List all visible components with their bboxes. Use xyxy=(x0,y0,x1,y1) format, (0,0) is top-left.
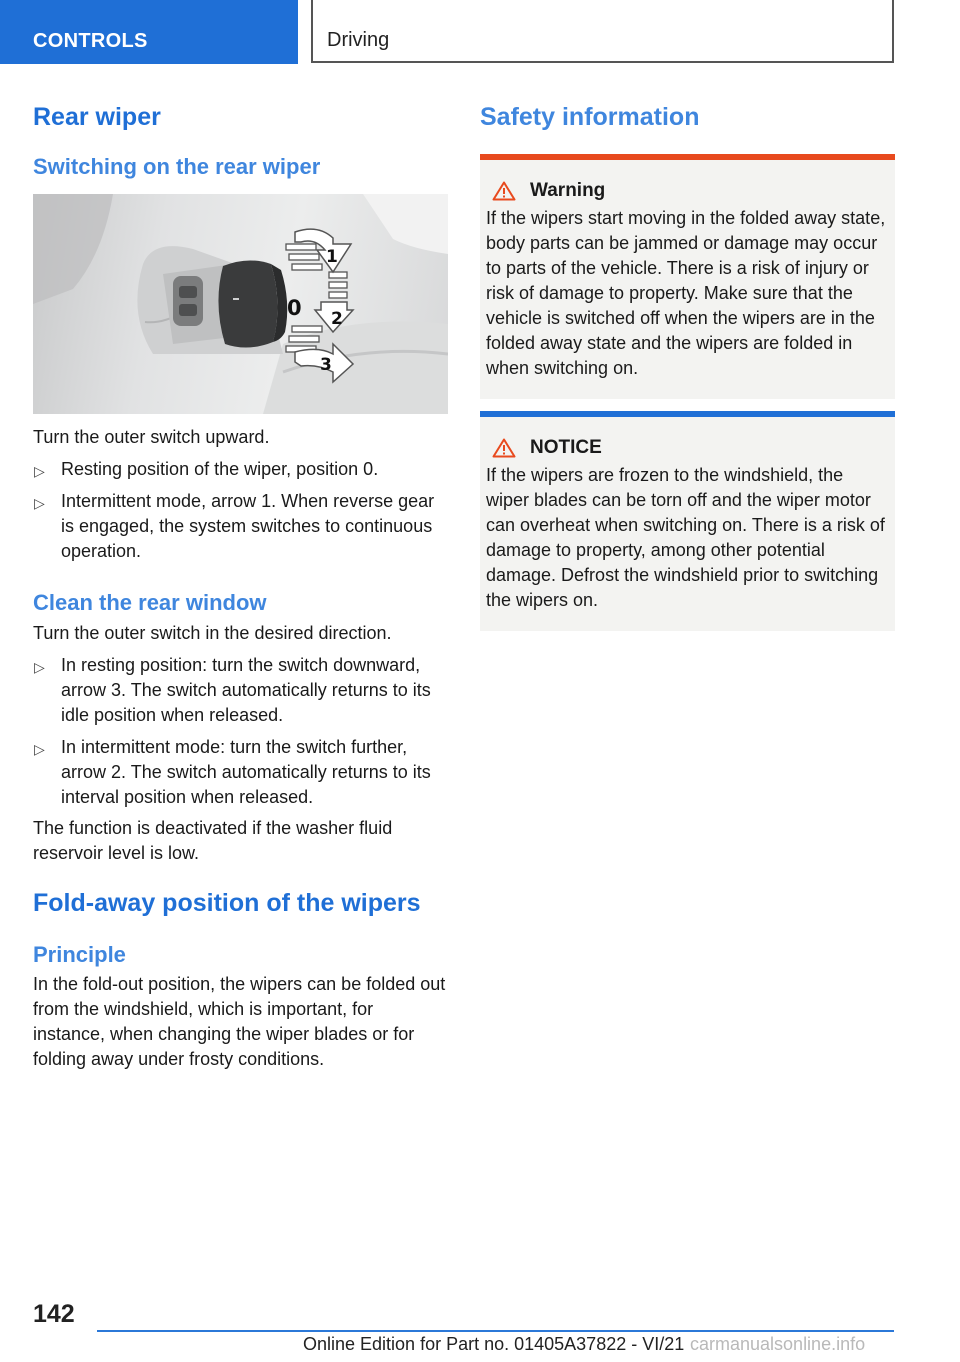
right-column xyxy=(480,100,895,631)
notice-heading xyxy=(486,437,889,459)
heading-principle: Principle xyxy=(33,941,126,967)
position-label-0: 0 xyxy=(287,296,302,321)
wiper-stalk-illustration xyxy=(33,194,448,414)
chapter-title: Driving xyxy=(327,29,390,51)
list-item-text: In resting position: turn the switch downward, arrow 3. The switch automatically returns to its idle position when released. xyxy=(61,654,431,725)
section-tab xyxy=(0,0,298,64)
heading-fold-away: Fold-away position of the wipers xyxy=(33,888,421,917)
left-column xyxy=(33,100,448,1072)
arrow-label-1: 1 xyxy=(326,247,338,268)
edition-text: Online Edition for Part no. 01405A37822 - VI/21 xyxy=(303,1334,685,1354)
list-item-text: Intermittent mode, arrow 1. When reverse gear is engaged, the system switches to continuous operation. xyxy=(61,491,435,562)
clean-list xyxy=(33,653,448,810)
notice-box xyxy=(480,411,895,631)
instruction-desired-direction: Turn the outer switch in the desired direction. xyxy=(33,622,392,643)
warning-triangle-icon xyxy=(492,438,516,458)
list-item-text: In intermittent mode: turn the switch further, arrow 2. The switch automatically returns to its interval position when released. xyxy=(61,736,431,807)
warning-triangle-icon xyxy=(492,181,516,201)
footer-divider xyxy=(97,1330,894,1332)
chapter-box xyxy=(311,0,894,63)
list-item-text: Resting position of the wiper, position 0. xyxy=(61,459,379,480)
upward-list xyxy=(33,457,448,564)
deactivated-paragraph: The function is deactivated if the washer fluid reservoir level is low. xyxy=(33,817,393,863)
arrow-label-3: 3 xyxy=(320,355,332,376)
arrow-label-2: 2 xyxy=(331,309,343,330)
warning-text: If the wipers start moving in the folded away state, body parts can be jammed or damage may occur to parts of the vehicle. There is a risk of injury or risk of damage to property. Make sure that the vehicle is switched off when the wipers are in the folded away state and the wipers are folded in when switching on. xyxy=(486,208,886,378)
list-item xyxy=(33,489,448,564)
triangle-right-icon: ▷ xyxy=(34,658,45,675)
heading-safety-information: Safety information xyxy=(480,103,700,131)
page-number: 142 xyxy=(33,1300,75,1328)
list-item xyxy=(33,457,448,482)
warning-heading xyxy=(486,180,889,202)
notice-title: NOTICE xyxy=(530,437,602,458)
section-title: CONTROLS xyxy=(33,30,148,52)
rear-wiper-switch-figure xyxy=(33,194,448,414)
notice-text: If the wipers are frozen to the windshield, the wiper blades can be torn off and the wiper motor can overheat when switching on. There is a risk of damage to property, among other potential damage. Defrost the windshield prior to switching the wipers on. xyxy=(486,465,885,610)
heading-switching-on: Switching on the rear wiper xyxy=(33,154,321,179)
heading-clean-rear-window: Clean the rear window xyxy=(33,590,267,616)
principle-paragraph: In the fold-out position, the wipers can be folded out from the windshield, which is important, for instance, when changing the wiper blades or for folding away under frosty conditions. xyxy=(33,974,446,1070)
heading-rear-wiper: Rear wiper xyxy=(33,103,161,131)
triangle-right-icon: ▷ xyxy=(34,495,45,512)
warning-content xyxy=(480,160,895,399)
list-item xyxy=(33,653,448,728)
instruction-upward: Turn the outer switch upward. xyxy=(33,427,270,448)
warning-box xyxy=(480,154,895,399)
notice-content xyxy=(480,417,895,631)
watermark: carmanualsonline.info xyxy=(690,1334,866,1354)
warning-title: Warning xyxy=(530,180,606,201)
triangle-right-icon: ▷ xyxy=(34,740,45,757)
triangle-right-icon: ▷ xyxy=(34,463,45,480)
list-item xyxy=(33,735,448,810)
